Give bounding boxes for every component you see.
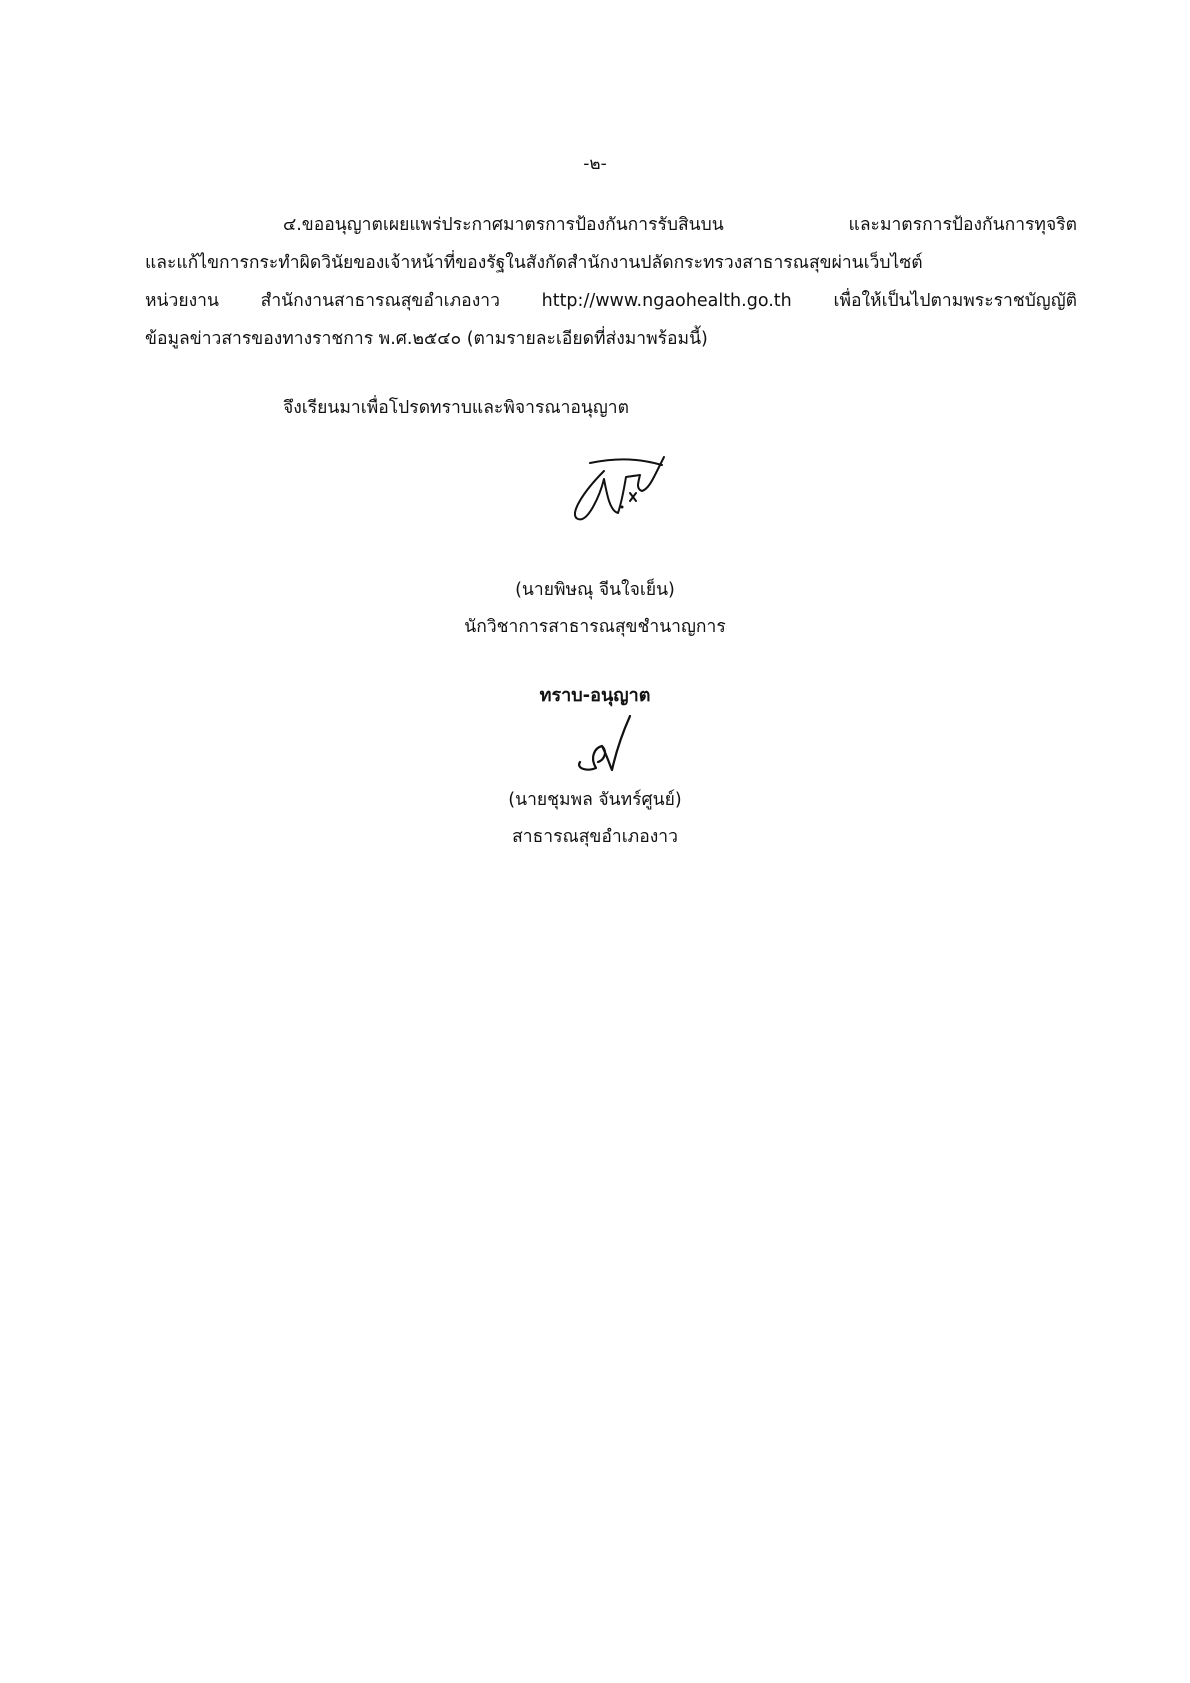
- signer-2-position: สาธารณสุขอำเภองาว: [512, 827, 678, 847]
- signature-2: [570, 712, 640, 774]
- body-line-3: หน่วยงาน สำนักงานสาธารณสุขอำเภองาว http://www.ngaohealth.go.th เพื่อให้เป็นไปตามพระราชบัญญัติ: [145, 291, 1077, 311]
- signature-1: [560, 455, 680, 535]
- body-line-1: ๔.ขออนุญาตเผยแพร่ประกาศมาตรการป้องกันการรับสินบน และมาตรการป้องกันการทุจริต: [283, 215, 1077, 235]
- signer-2-name: (นายชุมพล จันทร์ศูนย์): [508, 790, 682, 810]
- approval-heading: ทราบ-อนุญาต: [539, 685, 651, 706]
- signer-1-position: นักวิชาการสาธารณสุขชำนาญการ: [464, 617, 726, 637]
- closing-statement: จึงเรียนมาเพื่อโปรดทราบและพิจารณาอนุญาต: [283, 398, 629, 418]
- signer-1-name: (นายพิษณุ จีนใจเย็น): [515, 580, 675, 600]
- page-number: -๒-: [583, 154, 607, 174]
- body-line-4: ข้อมูลข่าวสารของทางราชการ พ.ศ.๒๕๔๐ (ตามรายละเอียดที่ส่งมาพร้อมนี้): [145, 329, 708, 349]
- body-line-2: และแก้ไขการกระทำผิดวินัยของเจ้าหน้าที่ของรัฐในสังกัดสำนักงานปลัดกระทรวงสาธารณสุขผ่านเว็บไซต์: [145, 253, 923, 273]
